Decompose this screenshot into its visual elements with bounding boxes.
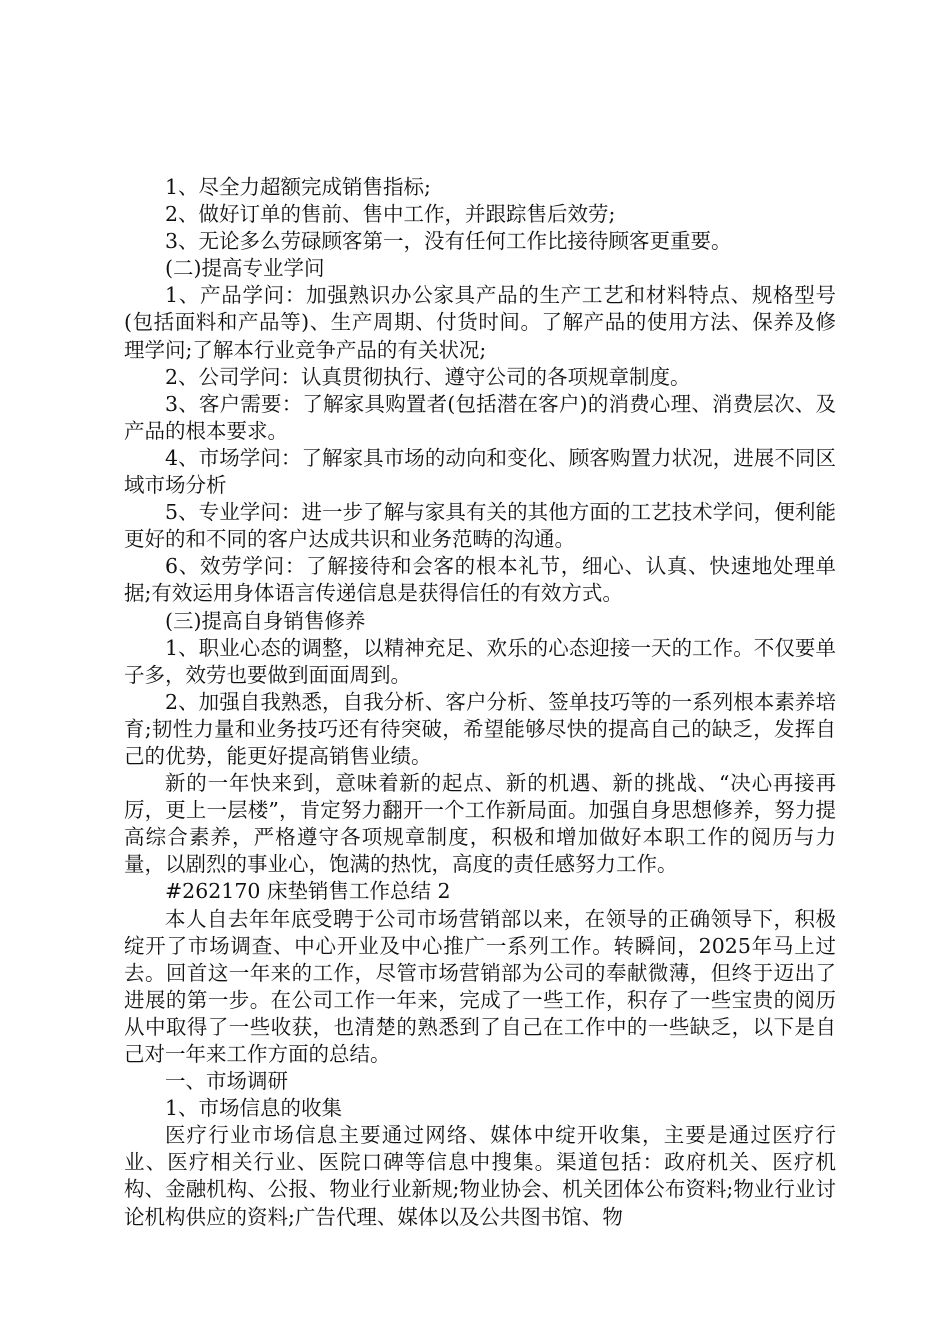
section-heading-2: (二)提高专业学问: [165, 256, 325, 281]
section-heading-market-research: 一、市场调研: [165, 1069, 288, 1094]
paragraph-13: 2、加强自我熟悉，自我分析、客户分析、签单技巧等的一系列根本素养培育;韧性力量和业务技巧还有待突破，希望能够尽快的提高自己的缺乏，发挥自己的优势，能更好提高销售业绩。: [124, 689, 836, 768]
paragraph-2: 2、做好订单的售前、售中工作，并跟踪售后效劳;: [165, 202, 616, 227]
paragraph-6: 2、公司学问：认真贯彻执行、遵守公司的各项规章制度。: [165, 364, 691, 389]
paragraph-16: 本人自去年年底受聘于公司市场营销部以来，在领导的正确领导下，积极绽开了市场调查、中心开业及中心推广一系列工作。转瞬间，2025年马上过去。回首这一年来的工作，尽管市场营销部为公司的奉献微薄，但终于迈出了进展的第一步。在公司工作一年来，完成了一些工作，积存了一些宝贵的阅历从中取得了一些收获，也清楚的熟悉到了自己在工作中的一些缺乏，以下是自己对一年来工作方面的总结。: [124, 906, 836, 1066]
paragraph-5: 1、产品学问：加强熟识办公家具产品的生产工艺和材料特点、规格型号(包括面料和产品等)、生产周期、付货时间。了解产品的使用方法、保养及修理学问;了解本行业竞争产品的有关状况;: [124, 283, 836, 362]
paragraph-10: 6、效劳学问：了解接待和会客的根本礼节，细心、认真、快速地处理单据;有效运用身体语言传递信息是获得信任的有效方式。: [124, 554, 836, 606]
paragraph-12: 1、职业心态的调整，以精神充足、欢乐的心态迎接一天的工作。不仅要单子多，效劳也要做到面面周到。: [124, 635, 836, 687]
paragraph-14: 新的一年快来到，意味着新的起点、新的机遇、新的挑战、“决心再接再厉，更上一层楼”，肯定努力翻开一个工作新局面。加强自身思想修养，努力提高综合素养，严格遵守各项规章制度，积极和增加做好本职工作的阅历与力量，以剧烈的事业心，饱满的热忱，高度的责任感努力工作。: [124, 771, 836, 877]
paragraph-8: 4、市场学问：了解家具市场的动向和变化、顾客购置力状况，进展不同区域市场分析: [124, 445, 836, 498]
paragraph-1: 1、尽全力超额完成销售指标;: [165, 175, 431, 199]
paragraph-19: 医疗行业市场信息主要通过网络、媒体中绽开收集，主要是通过医疗行业、医疗相关行业、医院口碑等信息中搜集。渠道包括：政府机关、医疗机构、金融机构、公报、物业行业新规;物业协会、机关团体公布资料;物业行业讨论机构供应的资料;广告代理、媒体以及公共图书馆、物: [124, 1123, 836, 1229]
section-heading-3: (三)提高自身销售修养: [165, 608, 366, 633]
paragraph-9: 5、专业学问：进一步了解与家具有关的其他方面的工艺技术学问，便利能更好的和不同的客户达成共识和业务范畴的沟通。: [124, 500, 836, 552]
paragraph-7: 3、客户需要：了解家具购置者(包括潜在客户)的消费心理、消费层次、及产品的根本要求。: [124, 391, 836, 443]
subsection-heading-info-collection: 1、市场信息的收集: [165, 1096, 343, 1121]
paragraph-3: 3、无论多么劳碌顾客第一，没有任何工作比接待顾客更重要。: [165, 229, 732, 254]
document-title-2: #262170 床垫销售工作总结 2: [165, 879, 451, 904]
document-page: [124, 174, 836, 1231]
